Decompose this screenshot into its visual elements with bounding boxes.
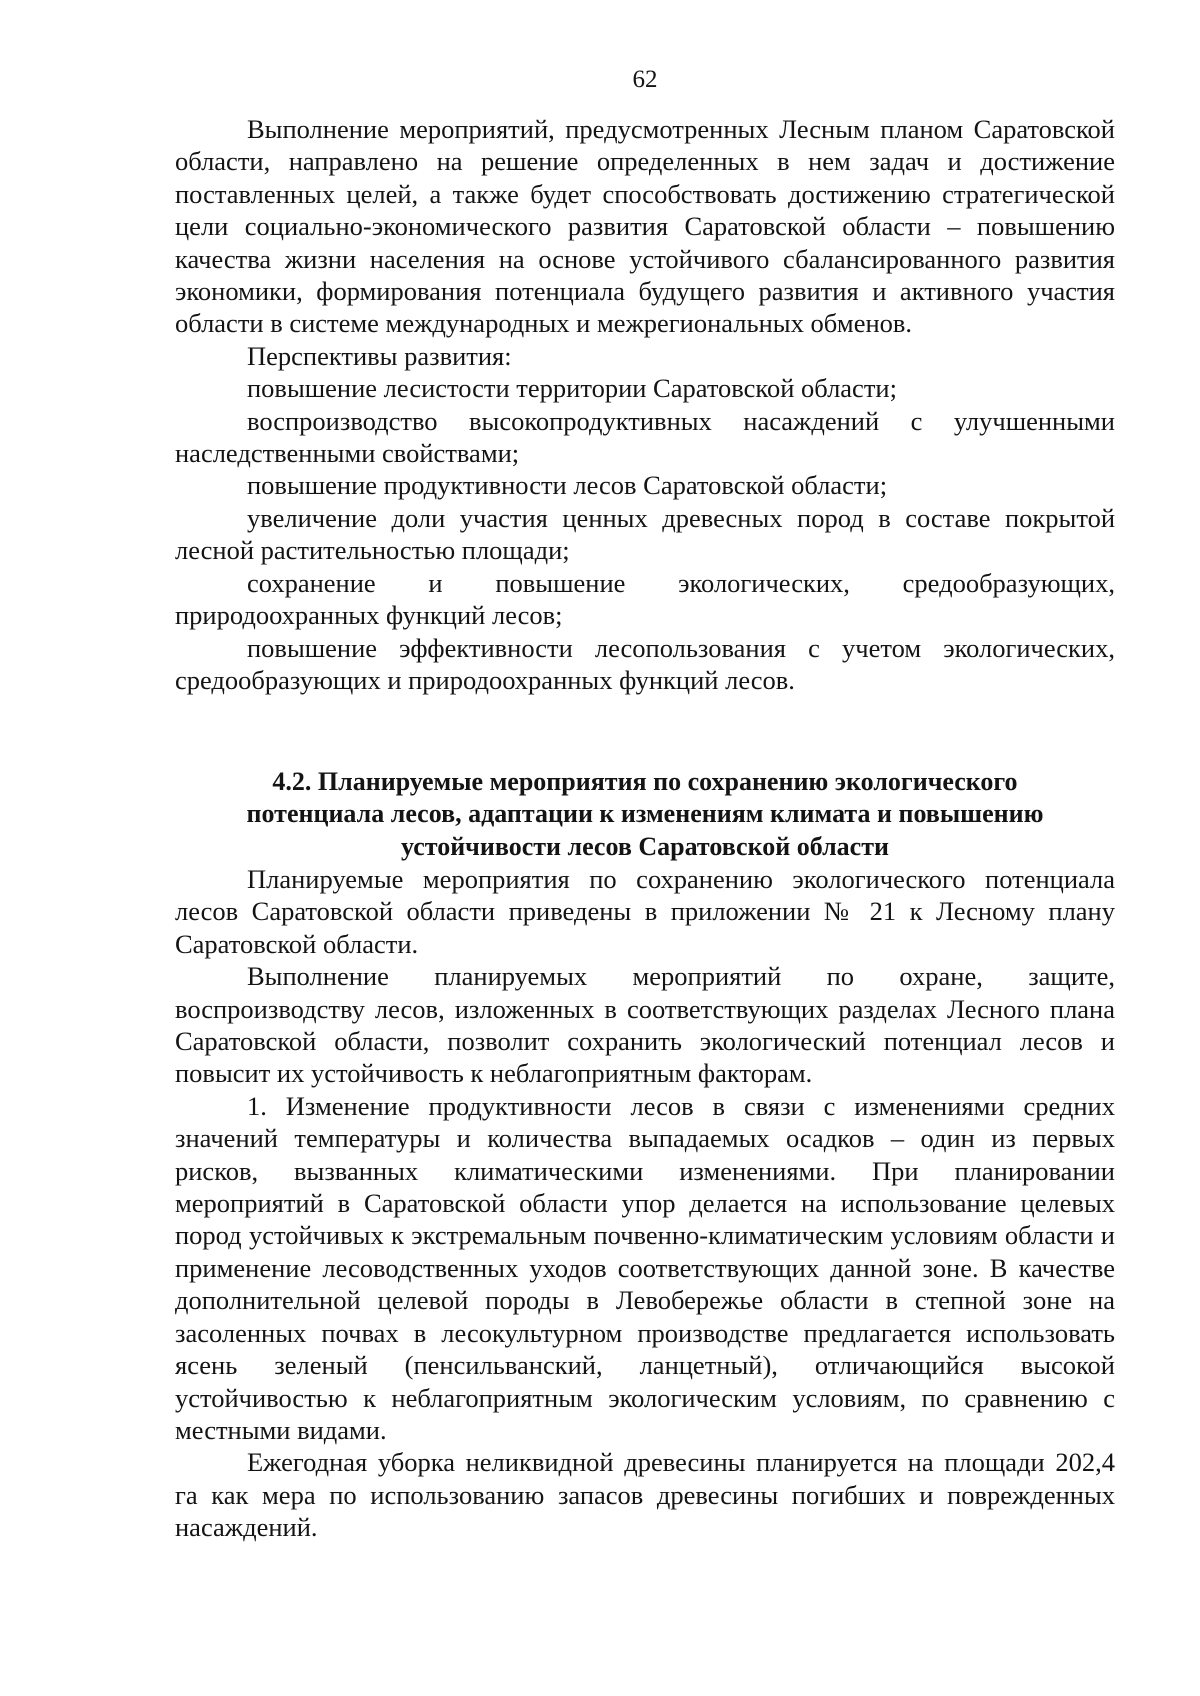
section-measures	[175, 863, 1115, 1544]
paragraph: Планируемые мероприятия по сохранению экологического потенциала лесов Саратовской области приведены в приложении № 21 к Лесному плану Саратовской области.	[175, 864, 1115, 959]
section-heading	[175, 766, 1115, 863]
list-item: повышение продуктивности лесов Саратовской области;	[247, 470, 888, 501]
section-heading-line: устойчивости лесов Саратовской области	[401, 831, 889, 861]
section-heading-line: 4.2. Планируемые мероприятия по сохранению экологического	[272, 767, 1018, 796]
section-intro	[175, 113, 1115, 696]
paragraph-goals: Выполнение мероприятий, предусмотренных Лесным планом Саратовской области, направлено на решение определенных в нем задач и достижение поставленных целей, а также будет способствовать достижению стратегической цели социально-экономического развития Саратовской области – повышению качества жизни населения на основе устойчивого сбалансированного развития экономики, формирования потенциала будущего развития и активного участия области в системе международных и межрегиональных обменов.	[175, 114, 1115, 339]
list-item: увеличение доли участия ценных древесных пород в составе покрытой лесной растительностью площади;	[175, 502, 1115, 566]
paragraph: Ежегодная уборка неликвидной древесины планируется на площади 202,4 га как мера по использованию запасов древесины погибших и поврежденных насаждений.	[175, 1447, 1115, 1543]
paragraph: 1. Изменение продуктивности лесов в связи с изменениями средних значений температуры и количества выпадаемых осадков – один из первых рисков, вызванных климатическими изменениями. При планировании мероприятий в Саратовской области упор делается на использование целевых пород устойчивых к экстремальным почвенно-климатическим условиям области и применение лесоводственных уходов соответствующих данной зоне. В качестве дополнительной целевой породы в Левобережье области в степной зоне на засоленных почвах в лесокультурном производстве предлагается использовать ясень зеленый (пенсильванский, ланцетный), отличающийся высокой устойчивостью к неблагоприятным экологическим условиям, по сравнению с местными видами.	[175, 1090, 1115, 1445]
page-number: 62	[632, 66, 658, 93]
list-item: повышение эффективности лесопользования с учетом экологических, средообразующих и природоохранных функций лесов.	[175, 632, 1115, 695]
list-item: воспроизводство высокопродуктивных насаждений с улучшенными наследственными свойствами;	[175, 405, 1115, 469]
section-heading-line: потенциала лесов, адаптации к изменениям климата и повышению	[246, 799, 1044, 829]
paragraph-prospects-title: Перспективы развития:	[247, 340, 512, 371]
paragraph: Выполнение планируемых мероприятий по охране, защите, воспроизводству лесов, изложенных в соответствующих разделах Лесного плана Саратовской области, позволит сохранить экологический потенциал лесов и повысит их устойчивость к неблагоприятным факторам.	[175, 961, 1115, 1089]
list-item: повышение лесистости территории Саратовской области;	[247, 373, 897, 404]
list-item: сохранение и повышение экологических, средообразующих, природоохранных функций лесов;	[175, 567, 1115, 631]
